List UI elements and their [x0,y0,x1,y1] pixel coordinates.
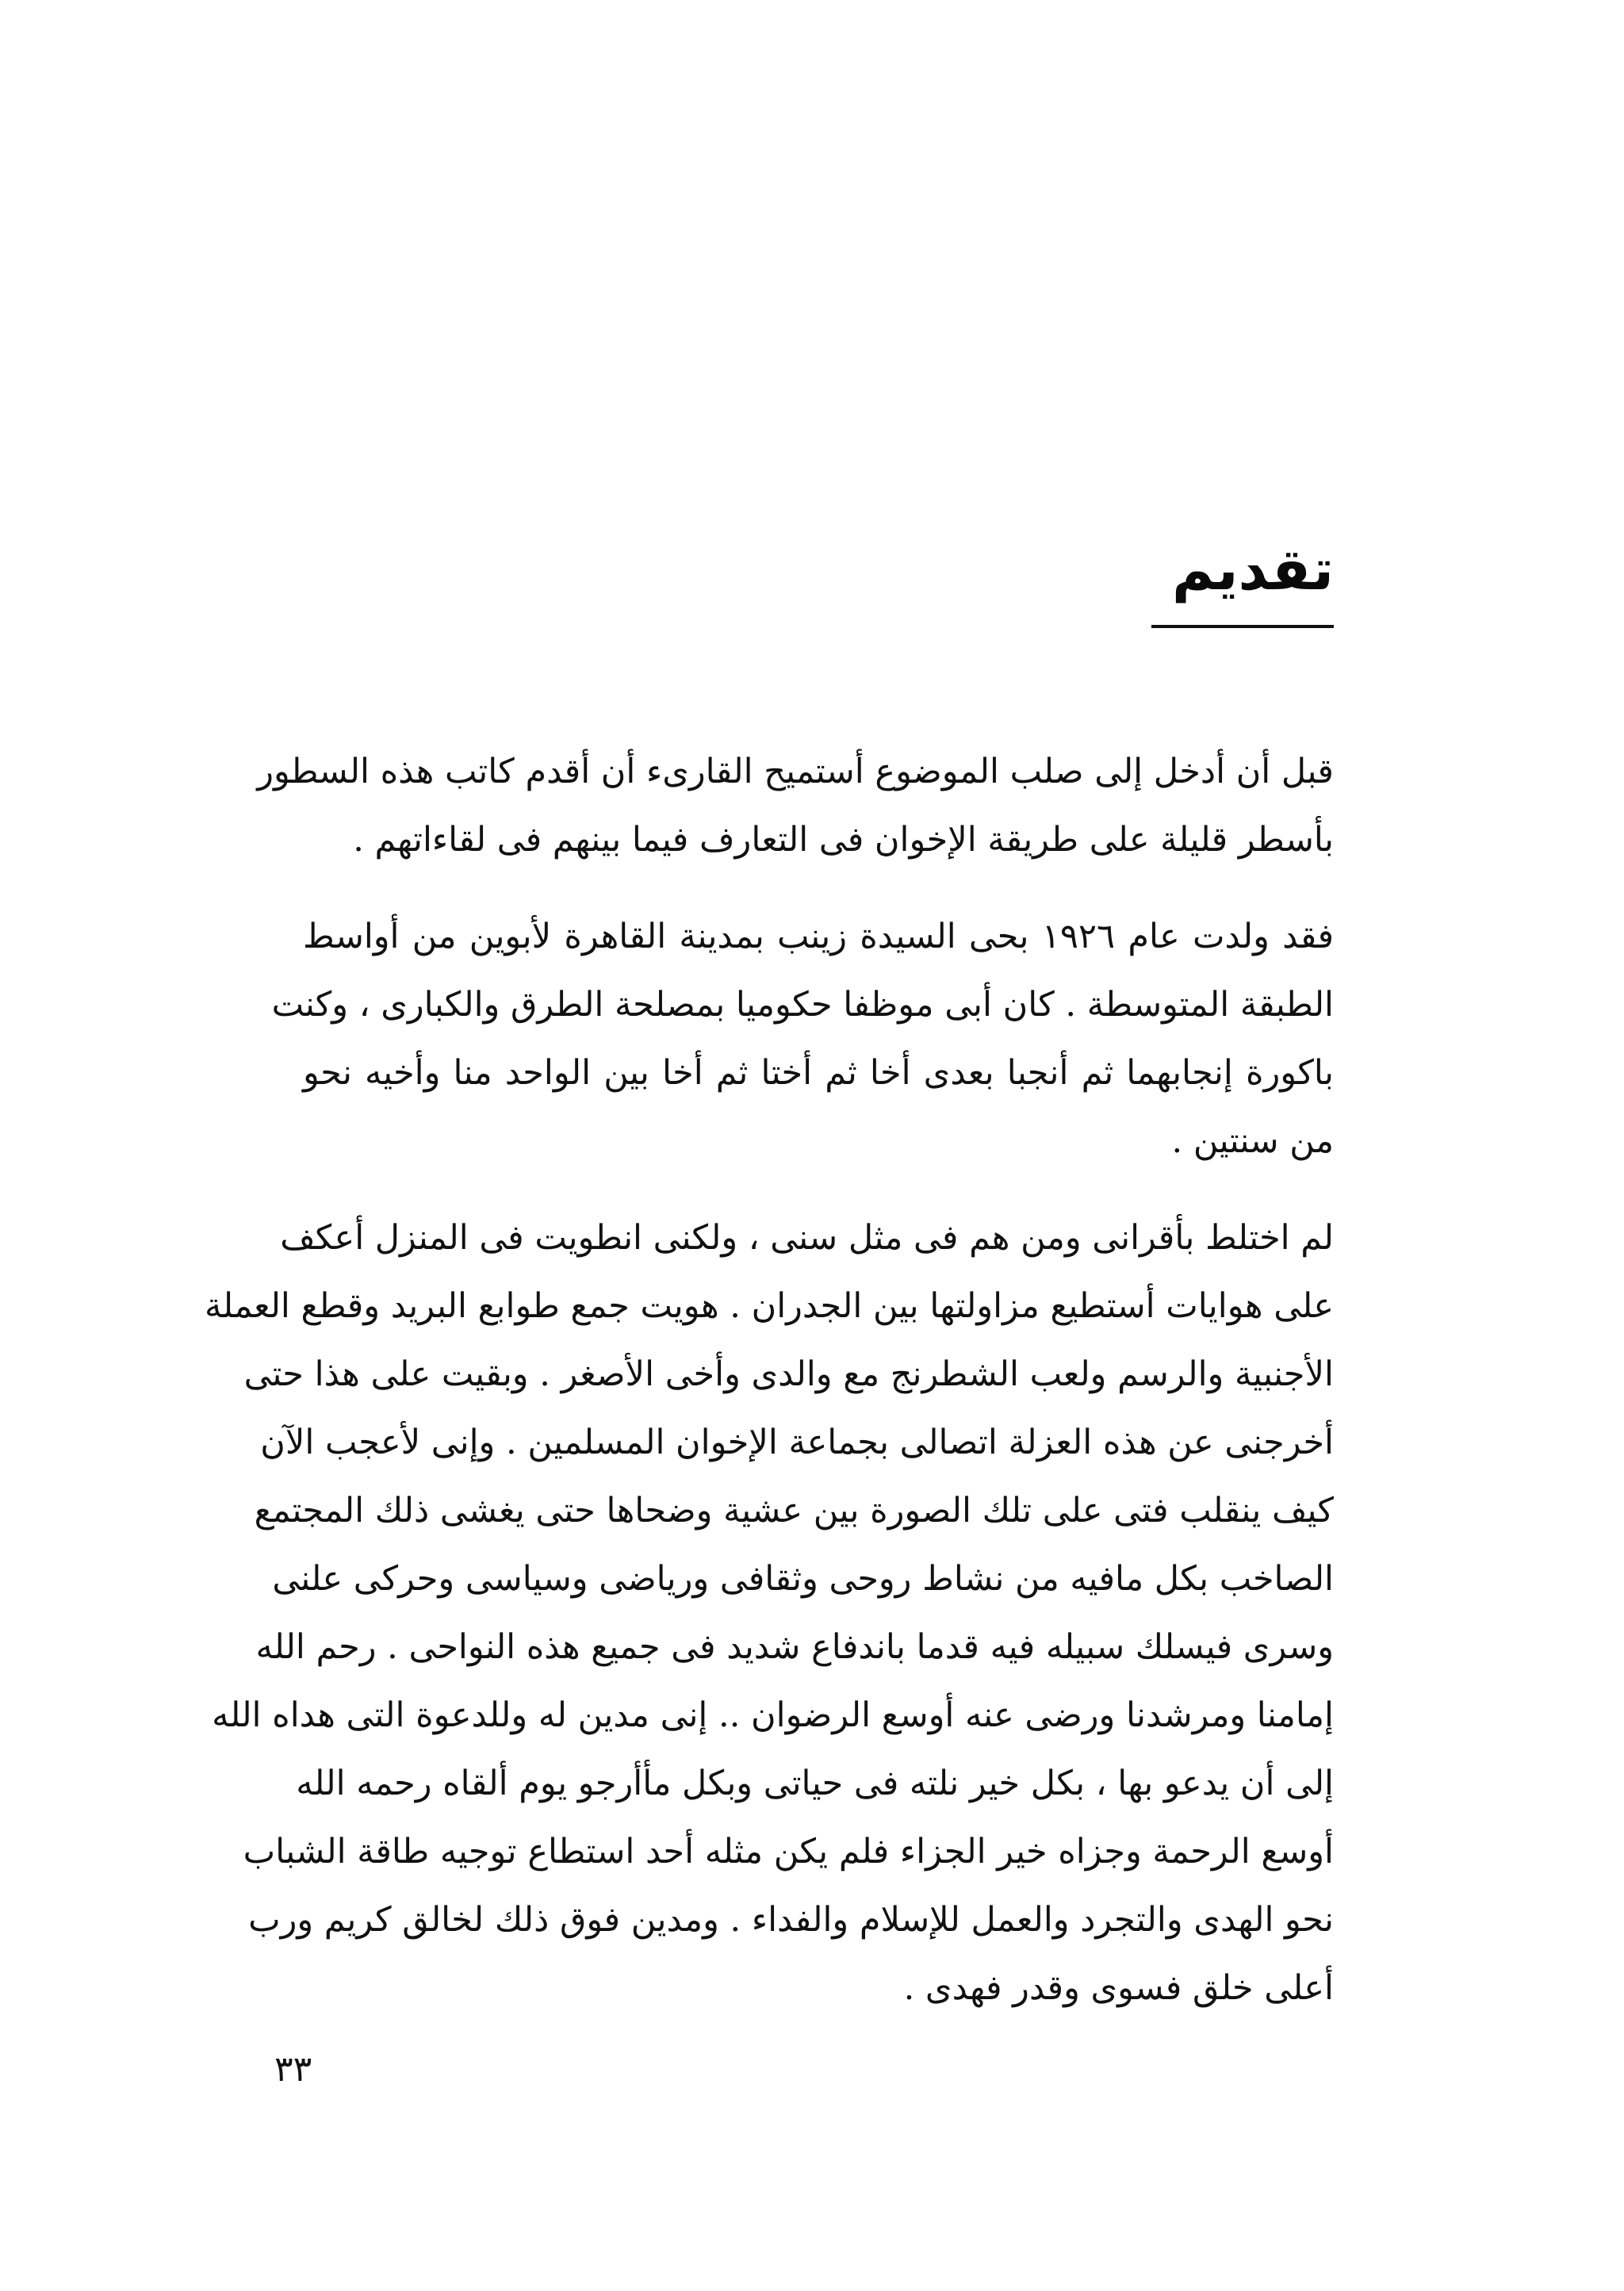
text-line: من سنتين . [1171,1121,1334,1161]
text-line: الأجنبية والرسم ولعب الشطرنج مع والدى وأخى الأصغر . وبقيت على هذا حتى [243,1354,1334,1394]
text-line: كيف ينقلب فتى على تلك الصورة بين عشية وضحاها حتى يغشى ذلك المجتمع [254,1491,1334,1531]
text-line: فقد ولدت عام ١٩٢٦ بحى السيدة زينب بمدينة القاهرة لأبوين من أواسط [303,917,1334,956]
text-line: أخرجنى عن هذه العزلة اتصالى بجماعة الإخوان المسلمين . وإنى لأعجب الآن [260,1423,1334,1462]
text-line: إلى أن يدعو بها ، بكل خير نلته فى حياتى وبكل مأأرجو يوم ألقاه رحمه الله [296,1764,1334,1803]
page-title: تقديم [1172,536,1334,603]
paragraph-1 [257,737,1334,874]
paragraph-2 [271,902,1334,1175]
text-line: الصاخب بكل مافيه من نشاط روحى وثقافى ورياضى وسياسى وحركى علنى [272,1559,1334,1599]
text-line: أعلى خلق فسوى وقدر فهدى . [903,1968,1334,2008]
text-line: لم اختلط بأقرانى ومن هم فى مثل سنى ، ولكنى انطويت فى المنزل أعكف [280,1218,1334,1258]
text-line: باكورة إنجابهما ثم أنجبا بعدى أخا ثم أختا ثم أخا بين الواحد منا وأخيه نحو [303,1053,1334,1093]
text-line: وسرى فيسلك سبيله فيه قدما باندفاع شديد فى جميع هذه النواحى . رحم الله [255,1627,1334,1667]
text-line: على هوايات أستطيع مزاولتها بين الجدران . هويت جمع طوابع البريد وقطع العملة [204,1286,1334,1326]
title-block [1151,530,1334,628]
text-line: الطبقة المتوسطة . كان أبى موظفا حكوميا بمصلحة الطرق والكبارى ، وكنت [271,985,1334,1025]
text-line: قبل أن أدخل إلى صلب الموضوع أستميح القارىء أن أقدم كاتب هذه السطور [257,752,1334,791]
body-text [204,737,1334,2051]
text-line: نحو الهدى والتجرد والعمل للإسلام والفداء . ومدين فوق ذلك لخالق كريم ورب [248,1900,1334,1940]
title-underline [1151,625,1334,628]
text-line: إمامنا ومرشدنا ورضى عنه أوسع الرضوان .. إنى مدين له وللدعوة التى هداه الله [212,1695,1334,1735]
paragraph-3 [204,1204,1334,2022]
page-number: ٣٣ [274,2049,312,2090]
text-line: أوسع الرحمة وجزاه خير الجزاء فلم يكن مثله أحد استطاع توجيه طاقة الشباب [243,1832,1334,1871]
text-line: بأسطر قليلة على طريقة الإخوان فى التعارف فيما بينهم فى لقاءاتهم . [353,820,1334,860]
